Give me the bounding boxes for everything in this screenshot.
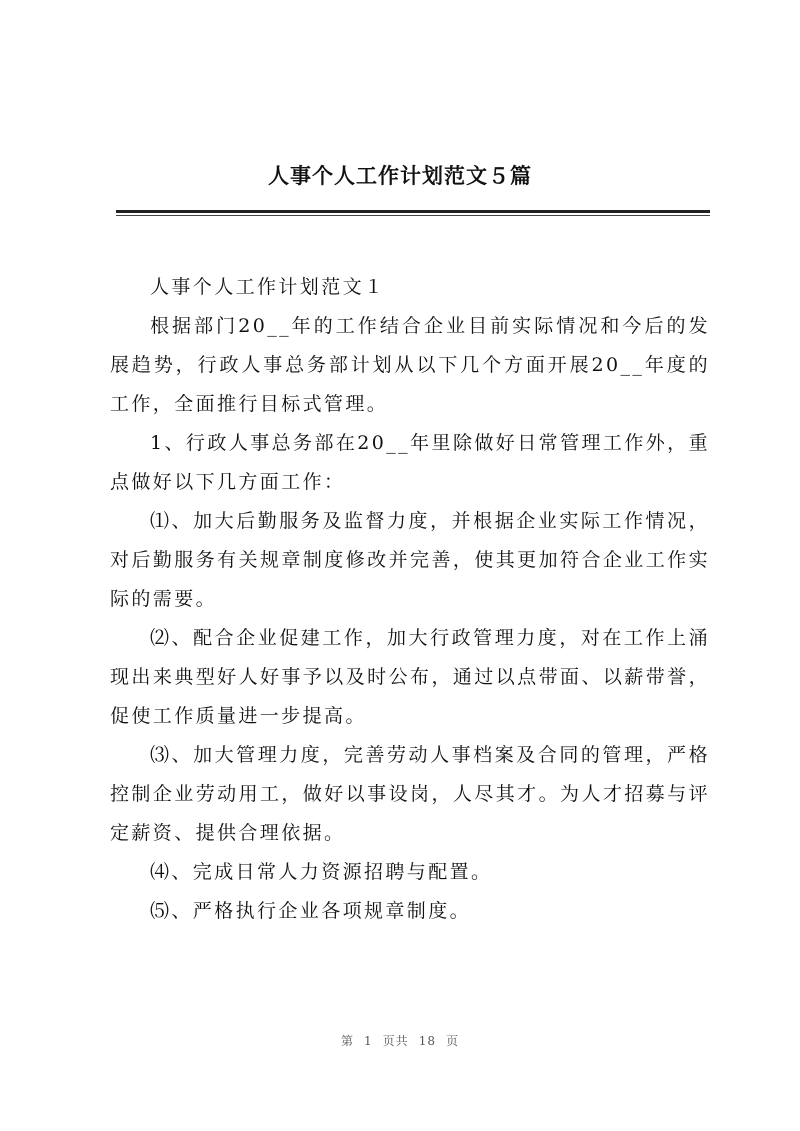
- paragraph-item-4: ⑷、完成日常人力资源招聘与配置。: [150, 861, 493, 883]
- footer-label-page: 第: [341, 1034, 355, 1048]
- document-body: [110, 268, 710, 931]
- page-title: 人事个人工作计划范文５篇: [268, 163, 532, 188]
- title-divider: [116, 210, 710, 213]
- footer-label-of: 页共: [382, 1034, 409, 1048]
- section-heading: 人事个人工作计划范文１: [150, 276, 386, 298]
- footer-label-unit: 页: [445, 1034, 459, 1048]
- paragraph-point-1: 1、行政人事总务部在20__年里除做好日常管理工作外，重点做好以下几方面工作：: [110, 432, 710, 493]
- paragraph-intro: 根据部门20__年的工作结合企业目前实际情况和今后的发展趋势，行政人事总务部计划从以下几个方面开展20__年度的工作，全面推行目标式管理。: [110, 315, 710, 415]
- title-divider-thin: [116, 215, 710, 216]
- paragraph-item-3: ⑶、加大管理力度，完善劳动人事档案及合同的管理，严格控制企业劳动用工，做好以事设岗，人尽其才。为人才招募与评定薪资、提供合理依据。: [110, 744, 710, 844]
- paragraph-item-1: ⑴、加大后勤服务及监督力度，并根据企业实际工作情况，对后勤服务有关规章制度修改并完善，使其更加符合企业工作实际的需要。: [110, 510, 710, 610]
- paragraph-item-2: ⑵、配合企业促建工作，加大行政管理力度，对在工作上涌现出来典型好人好事予以及时公布，通过以点带面、以薪带誉，促使工作质量进一步提高。: [110, 627, 710, 727]
- footer-current-page: 1: [364, 1034, 373, 1048]
- footer-total-pages: 18: [418, 1034, 436, 1048]
- page-footer: [0, 1032, 800, 1049]
- paragraph-item-5: ⑸、严格执行企业各项规章制度。: [150, 900, 472, 922]
